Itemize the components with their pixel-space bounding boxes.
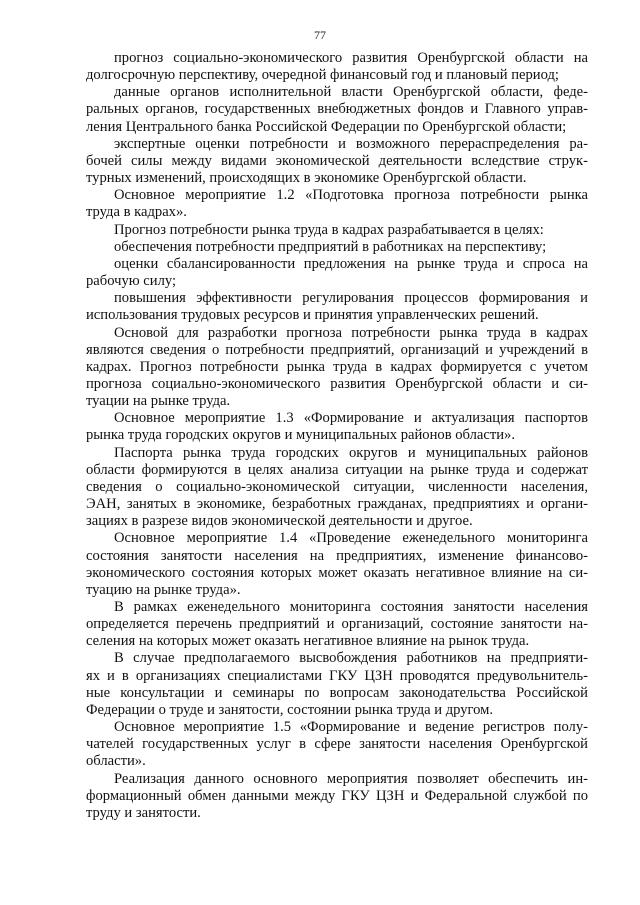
paragraph [86,445,588,531]
text-line: Основное мероприятие 1.4 «Проведение еженедельного мониторинга [114,530,588,547]
paragraph [86,136,588,187]
text-line: В случае предполагаемого высвобождения работников на предприяти- [114,650,588,667]
text-line: Федерации о труде и занятости, состоянии рынка труда и другом. [86,701,494,718]
text-line: ления Центрального банка Российской Федерации по Оренбургской области; [86,118,567,135]
text-line: экономического состояния которых может оказать негативное влияние на си- [86,564,588,581]
text-line: Паспорта рынка труда городских округов и муниципальных районов [114,444,588,461]
text-line: Основой для разработки прогноза потребности рынка труда в кадрах [114,324,588,341]
text-line: ЭАН, занятых в экономике, безработных гражданах, предприятиях и органи- [86,496,588,513]
text-line: кадрах. Прогноз потребности рынка труда в кадрах формируется с учетом [86,358,588,375]
text-line: ные консультации и семинары по вопросам законодательства Российской [86,684,588,701]
text-line: области». [86,753,146,770]
paragraph [86,530,588,599]
text-line: труду и занятости. [86,804,201,821]
text-line: Основное мероприятие 1.3 «Формирование и актуализация паспортов [114,410,588,427]
text-line: туации на рынке труда. [86,393,231,410]
text-line: туацию на рынке труда». [86,581,241,598]
text-line: рынка труда городских округов и муниципальных районов области». [86,427,515,444]
text-line: прогноза социально-экономического развития Оренбургской области и си- [86,375,588,392]
text-line: В рамках еженедельного мониторинга состояния занятости населения [114,599,588,615]
text-line: ральных органов, государственных внебюджетных фондов и Главного управ- [86,101,588,118]
text-line: сведения о социально-экономической ситуации, численности населения, [86,478,588,495]
text-line: селения на которых может оказать негативное влияние на рынок труда. [86,633,530,650]
text-line: Реализация данного основного мероприятия позволяет обеспечить ин- [114,770,588,787]
paragraph [86,290,588,324]
paragraph [86,719,588,770]
text-line: Прогноз потребности рынка труда в кадрах разрабатывается в целях: [114,221,544,238]
text-line: данные органов исполнительной власти Оренбургской области, феде- [114,84,588,101]
paragraph [86,239,588,256]
paragraph [86,222,588,239]
text-line: зациях в разрезе видов экономической деятельности и другое. [86,513,473,530]
text-line: бочей силы между видами экономической деятельности вследствие струк- [86,152,588,169]
paragraph [86,771,588,822]
paragraph [86,256,588,290]
paragraph [86,50,588,84]
text-line: турных изменений, происходящих в экономике Оренбургской области. [86,170,527,187]
text-line: повышения эффективности регулирования процессов формирования и [114,290,588,307]
document-body [86,50,588,822]
text-line: Основное мероприятие 1.5 «Формирование и ведение регистров полу- [114,719,588,736]
text-line: ях и в организациях специалистами ГКУ ЦЗН проводятся предувольнитель- [86,667,588,684]
paragraph [86,84,588,135]
paragraph [86,325,588,411]
text-line: состояния занятости населения на предприятиях, изменение финансово- [86,547,588,564]
paragraph [86,650,588,719]
page-number: 77 [314,28,326,42]
text-line: рабочую силу; [86,273,177,290]
text-line: области формируются в целях анализа ситуации на рынке труда и содержат [86,461,588,478]
text-line: чателей государственных услуг в сфере занятости населения Оренбургской [86,736,588,753]
paragraph [86,187,588,221]
text-line: труда в кадрах». [86,204,187,221]
text-line: формационный обмен данными между ГКУ ЦЗН и Федеральной службой по [86,787,588,804]
text-line: обеспечения потребности предприятий в работниках на перспективу; [114,238,547,255]
text-line: экспертные оценки потребности и возможного перераспределения ра- [114,135,588,152]
text-line: оценки сбалансированности предложения на рынке труда и спроса на [114,255,588,272]
text-line: прогноз социально-экономического развития Оренбургской области на [114,50,588,66]
text-line: использования трудовых ресурсов и принятия управленческих решений. [86,307,539,324]
text-line: определяется перечень предприятий и организаций, состояние занятости на- [86,616,588,633]
paragraph [86,599,588,650]
text-line: долгосрочную перспективу, очередной финансовый год и плановый период; [86,67,559,84]
paragraph [86,410,588,444]
text-line: являются сведения о потребности предприятий, организаций и учреждений в [86,341,588,358]
text-line: Основное мероприятие 1.2 «Подготовка прогноза потребности рынка [114,187,588,204]
